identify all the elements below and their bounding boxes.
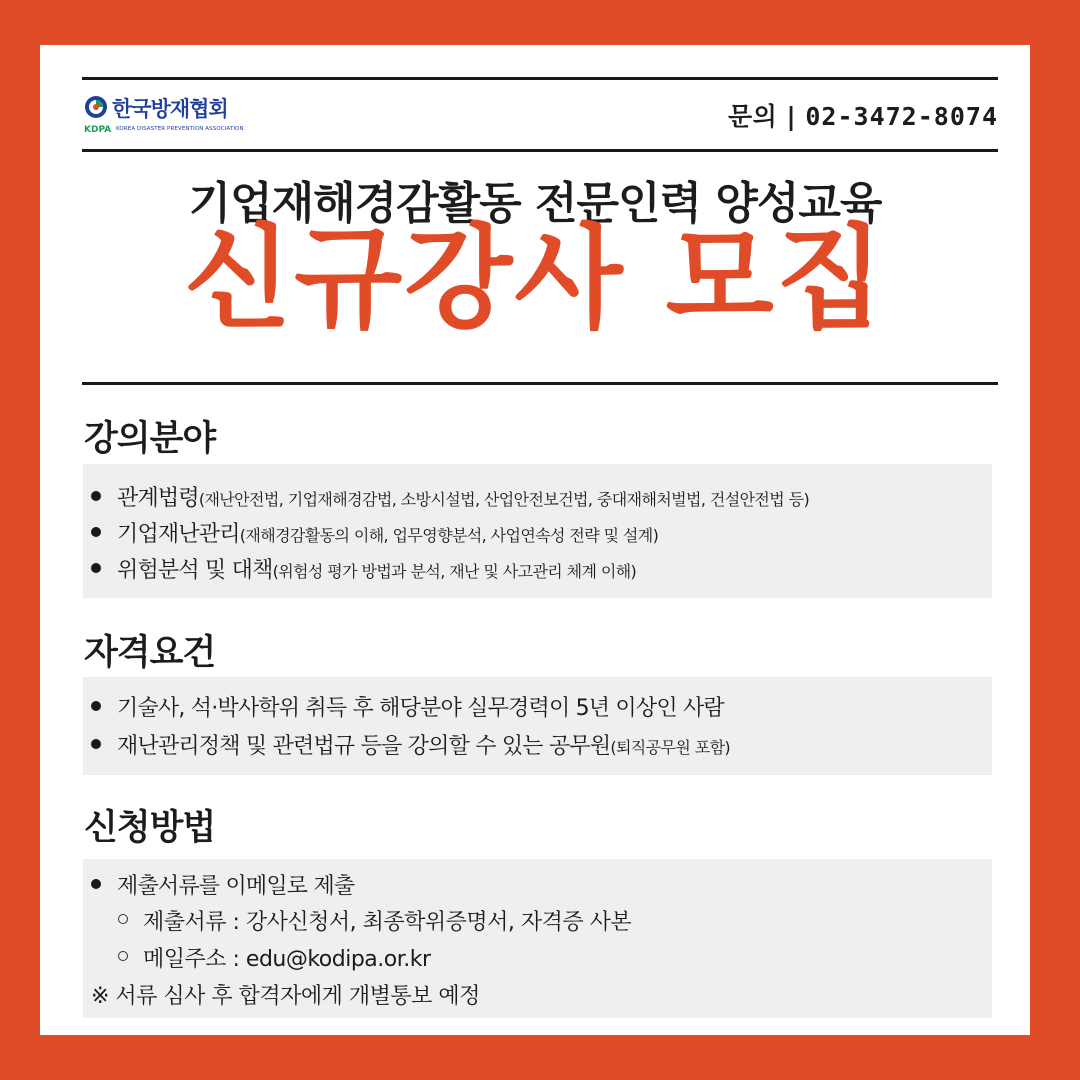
item-main: 관계법령 xyxy=(117,486,199,511)
list-item xyxy=(117,869,354,900)
logo-full-name: KOREA DISASTER PREVENTION ASSOCIATION xyxy=(116,126,244,132)
item-main: 위험분석 및 대책 xyxy=(117,558,273,583)
contact-phone[interactable]: 02-3472-8074 xyxy=(805,102,998,131)
sub-item-email[interactable]: 메일주소 : edu@kodipa.or.kr xyxy=(143,942,431,973)
program-subtitle: 기업재해경감활동 전문인력 양성교육 xyxy=(188,178,882,229)
apply-box xyxy=(83,859,992,1018)
list-item xyxy=(117,691,724,722)
contact-info xyxy=(728,97,998,133)
section-title-apply: 신청방법 xyxy=(84,808,216,848)
item-detail: (퇴직공무원 포함) xyxy=(610,738,731,757)
sub-item-documents: 제출서류 : 강사신청서, 최종학위증명서, 자격증 사본 xyxy=(143,905,631,936)
item-main: 제출서류를 이메일로 제출 xyxy=(117,874,355,899)
screening-note: ※ 서류 심사 후 합격자에게 개별통보 예정 xyxy=(91,984,480,1009)
item-detail: (재난안전법, 기업재해경감법, 소방시설법, 산업안전보건법, 중대재해처벌법, 건설안전법 등) xyxy=(198,490,810,509)
poster-card xyxy=(40,45,1030,1035)
kdpa-emblem-icon xyxy=(84,95,108,119)
recruitment-headline: 신규강사 모집 xyxy=(183,214,887,344)
item-main: 재난관리정책 및 관련법규 등을 강의할 수 있는 공무원 xyxy=(117,734,611,759)
contact-label: 문의 | xyxy=(728,102,797,131)
requirements-box xyxy=(83,677,992,775)
headline-divider xyxy=(82,382,998,385)
logo-name: 한국방재협회 xyxy=(112,97,228,121)
header-divider xyxy=(82,149,998,152)
item-main: 기술사, 석·박사학위 취득 후 해당분야 실무경력이 5년 이상인 사람 xyxy=(117,696,724,721)
list-item xyxy=(117,729,730,760)
logo-abbreviation: KDPA xyxy=(84,125,112,135)
section-title-requirements: 자격요건 xyxy=(84,633,216,673)
kdpa-logo xyxy=(84,93,304,139)
list-item xyxy=(117,517,658,548)
fields-box xyxy=(83,464,992,598)
top-divider xyxy=(82,77,998,80)
list-item xyxy=(117,553,636,584)
list-item xyxy=(117,481,809,512)
item-detail: (재해경감활동의 이해, 업무영향분석, 사업연속성 전략 및 설계) xyxy=(239,526,659,545)
item-main: 기업재난관리 xyxy=(117,522,240,547)
section-title-fields: 강의분야 xyxy=(84,419,216,459)
item-detail: (위험성 평가 방법과 분석, 재난 및 사고관리 체계 이해) xyxy=(272,562,637,581)
